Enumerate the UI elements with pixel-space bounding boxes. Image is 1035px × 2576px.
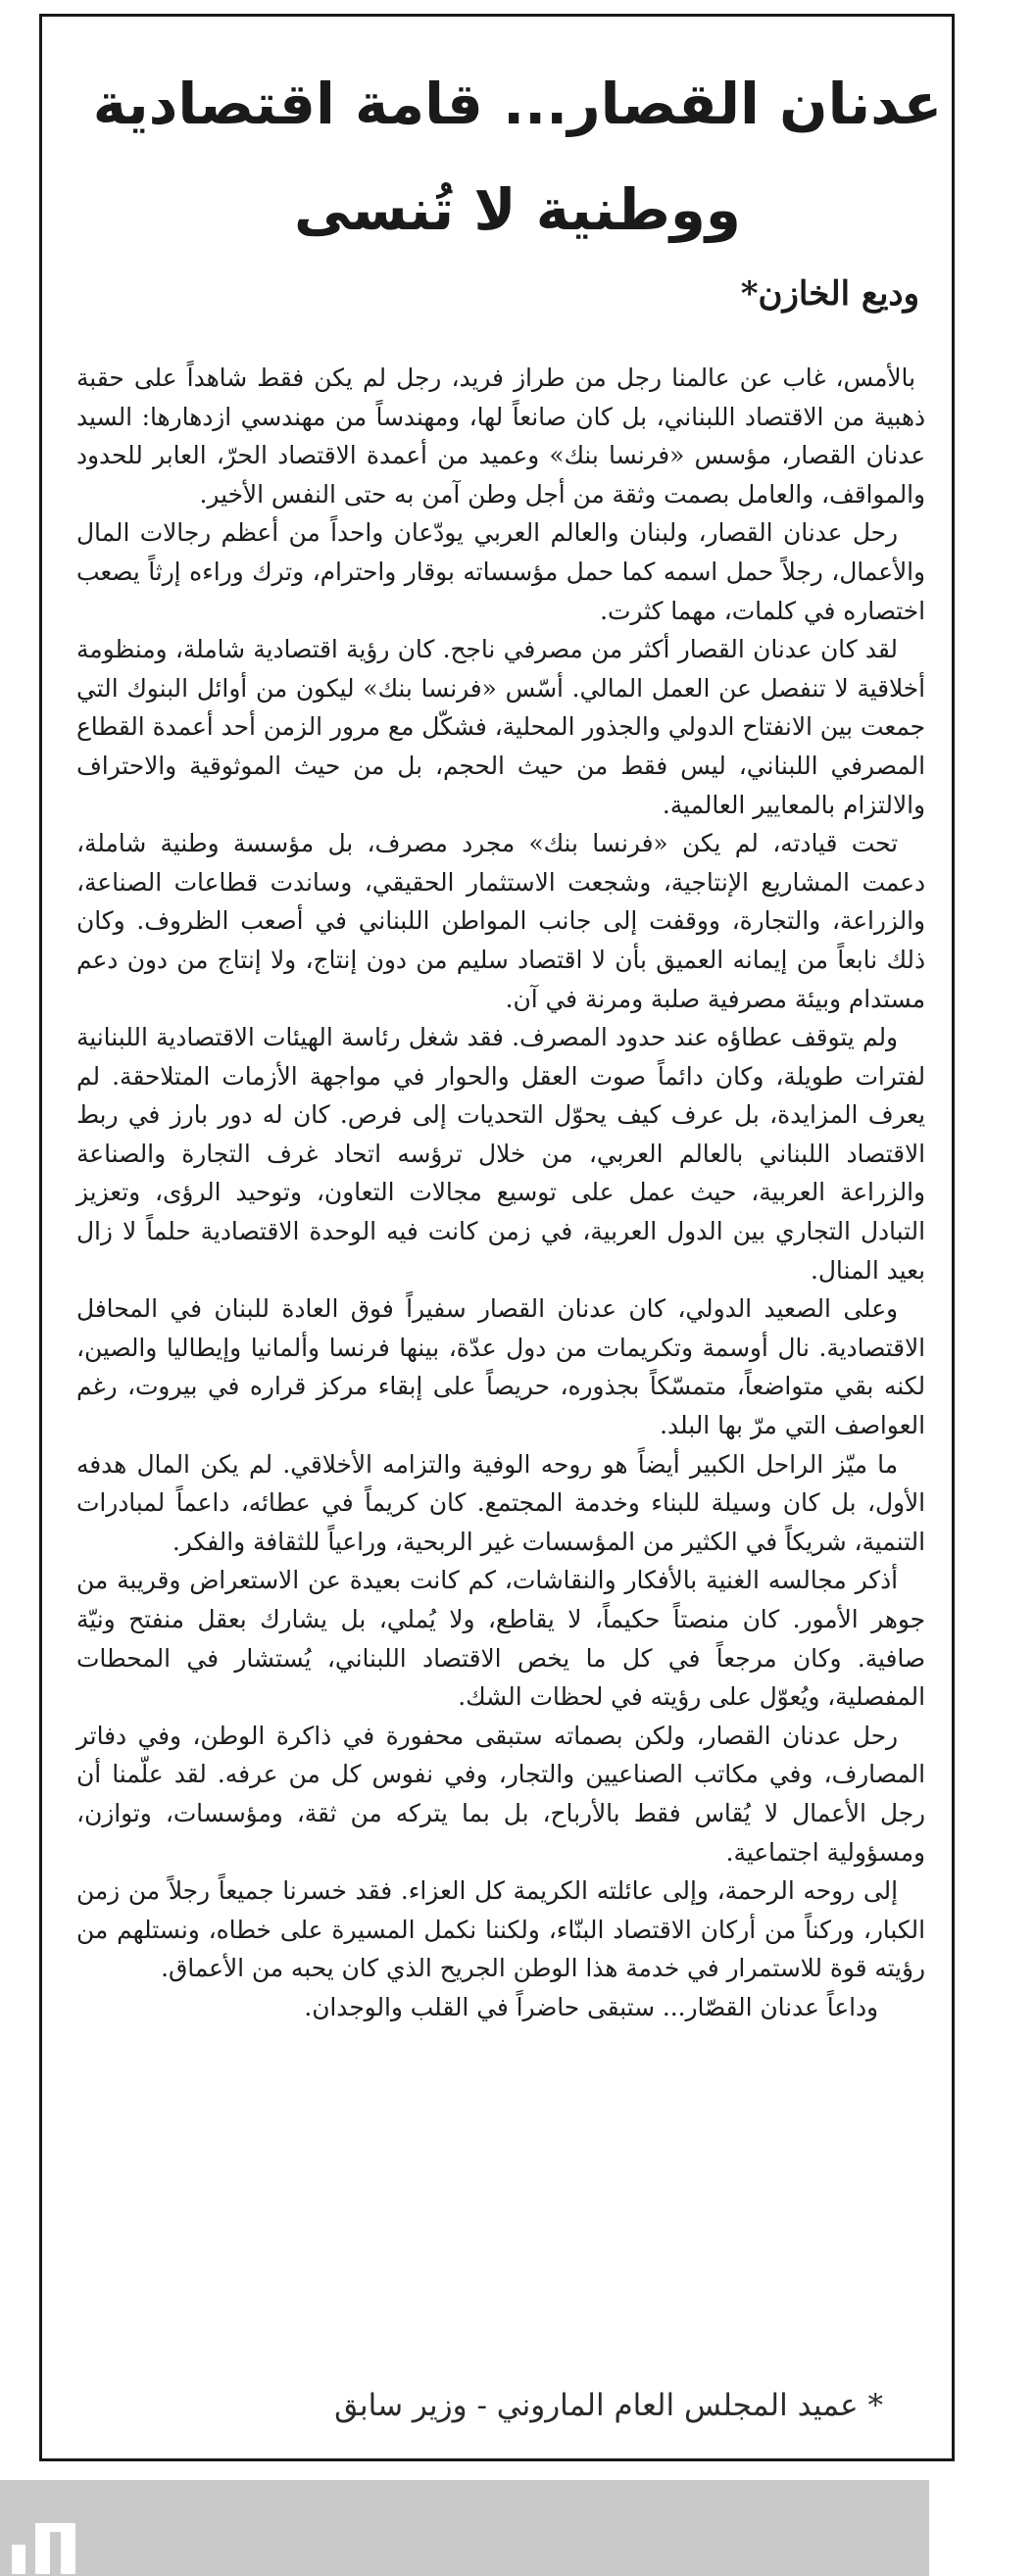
author-byline: وديع الخازن*	[740, 274, 919, 314]
paragraph: رحل عدنان القصار، ولكن بصماته ستبقى محفورة في ذاكرة الوطن، وفي دفاتر المصارف، وفي مكاتب الصناعيين والتجار، وفي نفوس كل من عرفه. لقد علّمنا أن رجل الأعمال لا يُقاس فقط بالأرباح، بل بما يتركه من ثقة، ومؤسسات، وتوازن، ومسؤولية اجتماعية.	[76, 1721, 925, 1867]
paragraph: لقد كان عدنان القصار أكثر من مصرفي ناجح. كان رؤية اقتصادية شاملة، ومنظومة أخلاقية لا تنفصل عن العمل المالي. أسّس «فرنسا بنك» ليكون من أوائل البنوك التي جمعت بين الانفتاح الدولي والجذور المحلية، فشكّل مع مرور الزمن أحد أعمدة القطاع المصرفي اللبناني، ليس فقط من حيث الحجم، بل من حيث الموثوقية والاحتراف والالتزام بالمعايير العالمية.	[76, 635, 925, 819]
paragraph: ما ميّز الراحل الكبير أيضاً هو روحه الوفية والتزامه الأخلاقي. لم يكن المال هدفه الأول، بل كان وسيلة للبناء وخدمة المجتمع. كان كريماً في عطائه، داعماً لمبادرات التنمية، شريكاً في الكثير من المؤسسات غير الربحية، وراعياً للثقافة والفكر.	[76, 1449, 925, 1556]
paragraph: إلى روحه الرحمة، وإلى عائلته الكريمة كل العزاء. فقد خسرنا جميعاً رجلاً من زمن الكبار، وركناً من أركان الاقتصاد البنّاء، ولكننا نكمل المسيرة على خطاه، ونستلهم من رؤيته قوة للاستمرار في خدمة هذا الوطن الجريح الذي كان يحبه من الأعماق.	[76, 1876, 925, 1983]
closing-line: وداعاً عدنان القصّار... ستبقى حاضراً في القلب والوجدان.	[304, 1992, 878, 2021]
headline-line-2: ووطنية لا تُنسى	[294, 176, 741, 243]
page-number-fragment-icon	[10, 2515, 83, 2574]
headline-line-1: عدنان القصار... قامة اقتصادية	[92, 71, 943, 137]
paragraph: تحت قيادته، لم يكن «فرنسا بنك» مجرد مصرف، بل مؤسسة وطنية شاملة، دعمت المشاريع الإنتاجية، وشجعت الاستثمار الحقيقي، وساندت قطاعات الصناعة، والزراعة، والتجارة، ووقفت إلى جانب المواطن اللبناني في أصعب الظروف. وكان ذلك نابعاً من إيمانه العميق بأن لا اقتصاد سليم من دون إنتاج، ولا إنتاج من دون دعم مستدام وبيئة مصرفية صلبة ومرنة في آن.	[76, 829, 925, 1013]
paragraph: رحل عدنان القصار، ولبنان والعالم العربي يودّعان واحداً من أعظم رجالات المال والأعمال، رجلاً حمل اسمه كما حمل مؤسساته بوقار واحترام، وترك وراءه إرثاً يصعب اختصاره في كلمات، مهما كثرت.	[76, 518, 925, 625]
next-page-strip	[0, 2480, 929, 2576]
paragraph: ولم يتوقف عطاؤه عند حدود المصرف. فقد شغل رئاسة الهيئات الاقتصادية اللبنانية لفترات طويلة، وكان دائماً صوت العقل والحوار في مواجهة الأزمات المتلاحقة. لم يعرف المزايدة، بل عرف كيف يحوّل التحديات إلى فرص. كان له دور بارز في ربط الاقتصاد اللبناني بالعالم العربي، من خلال ترؤسه اتحاد غرف التجارة والصناعة والزراعة العربية، حيث عمل على توسيع مجالات التعاون، وتوحيد الرؤى، وتعزيز التبادل التجاري بين الدول العربية، في زمن كانت فيه الوحدة الاقتصادية حلماً لا زال بعيد المنال.	[76, 1023, 925, 1285]
author-footnote: * عميد المجلس العام الماروني - وزير سابق	[334, 2388, 883, 2423]
headline	[59, 51, 976, 263]
paragraph: أذكر مجالسه الغنية بالأفكار والنقاشات، كم كانت بعيدة عن الاستعراض وقريبة من جوهر الأمور. كان منصتاً حكيماً، لا يقاطع، ولا يُملي، بل يشارك بعقل منفتح ونيّة صافية. وكان مرجعاً في كل ما يخص الاقتصاد اللبناني، يُستشار في المحطات المفصلية، ويُعوّل على رؤيته في لحظات الشك.	[76, 1566, 925, 1712]
paragraph: بالأمس، غاب عن عالمنا رجل من طراز فريد، رجل لم يكن فقط شاهداً على حقبة ذهبية من الاقتصاد اللبناني، بل كان صانعاً لها، ومهندساً من مهندسي ازدهارها: السيد عدنان القصار، مؤسس «فرنسا بنك» وعميد من أعمدة الاقتصاد الحرّ، العابر للحدود والمواقف، والعامل بصمت وثقة من أجل وطن آمن به حتى النفس الأخير.	[76, 364, 925, 509]
article-body	[76, 359, 925, 2027]
paragraph: وعلى الصعيد الدولي، كان عدنان القصار سفيراً فوق العادة للبنان في المحافل الاقتصادية. نال أوسمة وتكريمات من دول عدّة، بينها فرنسا وألمانيا وإيطاليا والصين، لكنه بقي متواضعاً، متمسّكاً بجذوره، حريصاً على إبقاء مركز قراره في بيروت، رغم العواصف التي مرّ بها البلد.	[76, 1294, 925, 1440]
